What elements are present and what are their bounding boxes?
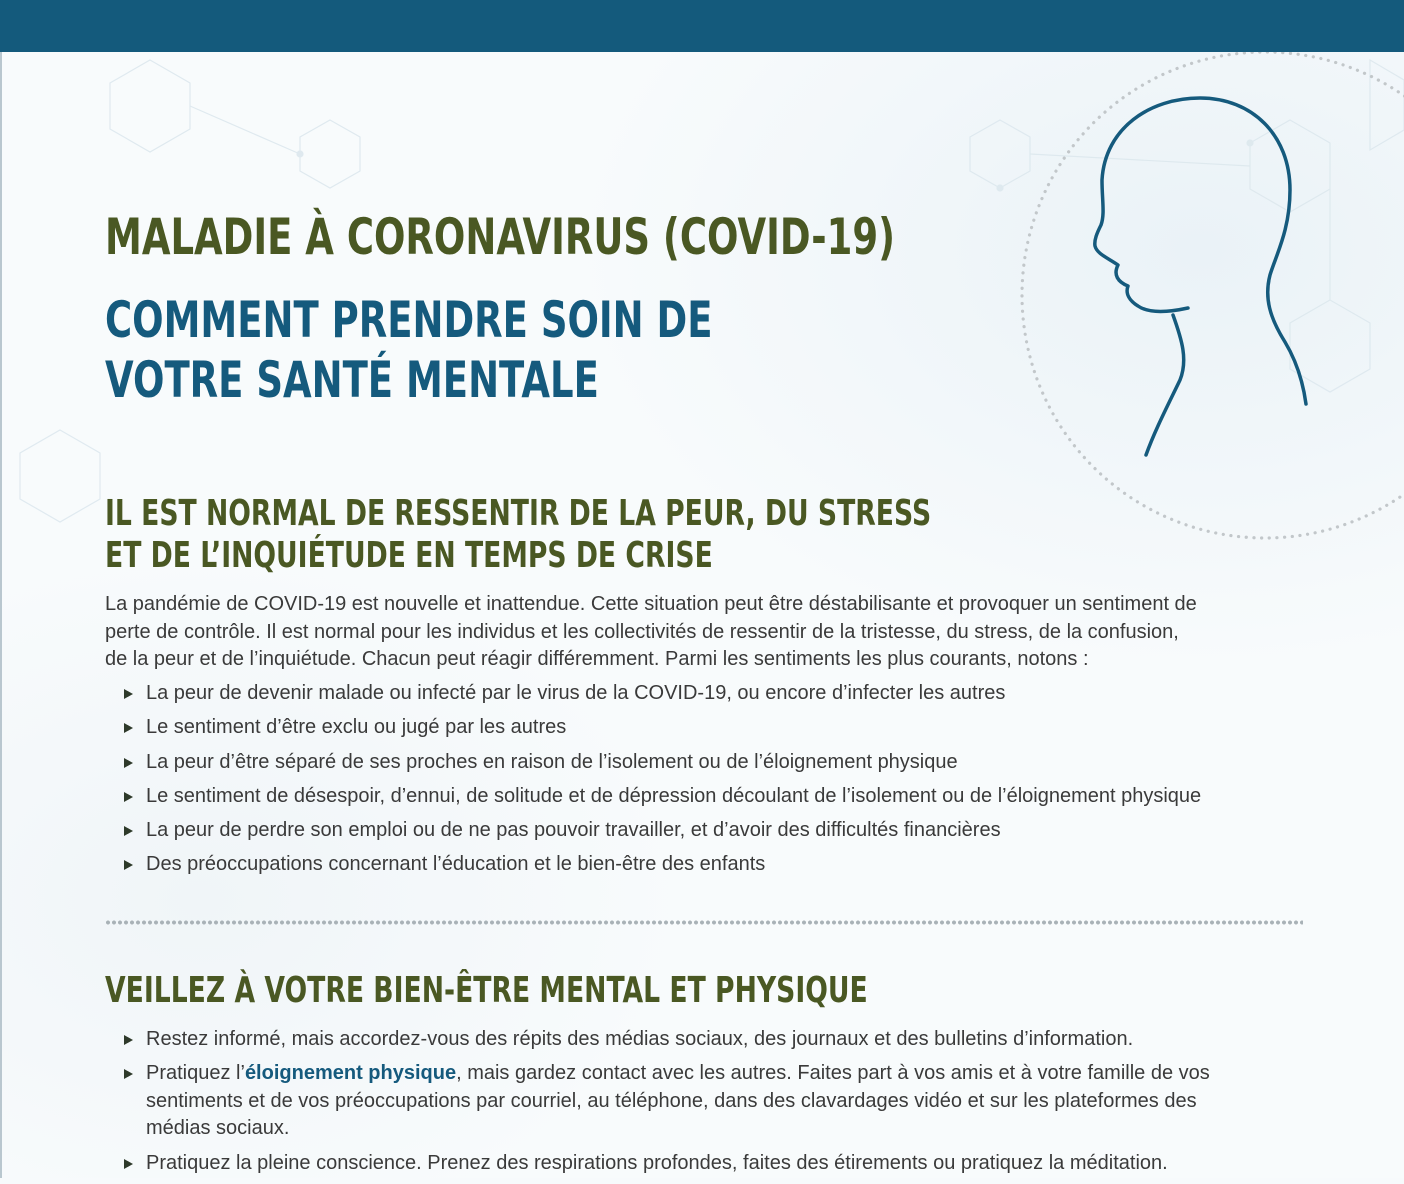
triangle-bullet-icon <box>124 689 133 699</box>
document-subtitle <box>105 290 713 410</box>
list-item: Le sentiment de désespoir, d’ennui, de solitude et de dépression découlant de l’isolement ou de l’éloignement physique <box>105 783 1305 811</box>
list-item: Le sentiment d’être exclu ou jugé par les autres <box>105 714 1305 742</box>
triangle-bullet-icon <box>124 723 133 733</box>
triangle-bullet-icon <box>124 1069 133 1079</box>
section-1-heading <box>105 493 931 577</box>
document-title: MALADIE À CORONAVIRUS (COVID-19) <box>105 208 896 266</box>
list-item-line: Pratiquez l’éloignement physique, mais gardez contact avec les autres. Faites part à vos amis et à votre famille de vos <box>146 1062 1210 1085</box>
top-color-bar <box>0 0 1404 52</box>
list-item: La peur de devenir malade ou infecté par le virus de la COVID-19, ou encore d’infecter les autres <box>105 680 1305 708</box>
intro-line: de la peur et de l’inquiétude. Chacun peut réagir différemment. Parmi les sentiments les plus courants, notons : <box>105 648 1089 670</box>
feelings-list <box>105 680 1305 886</box>
section-1-heading-line-1: IL EST NORMAL DE RESSENTIR DE LA PEUR, DU STRESS <box>105 493 932 534</box>
triangle-bullet-icon <box>124 792 133 802</box>
triangle-bullet-icon <box>124 758 133 768</box>
list-item: Pratiquez la pleine conscience. Prenez des respirations profondes, faites des étirements ou pratiquez la méditation. <box>105 1150 1305 1178</box>
list-item: Restez informé, mais accordez-vous des répits des médias sociaux, des journaux et des bulletins d’information. <box>105 1026 1305 1054</box>
list-item: Des préoccupations concernant l’éducation et le bien-être des enfants <box>105 851 1305 879</box>
list-item: La peur d’être séparé de ses proches en raison de l’isolement ou de l’éloignement physique <box>105 749 1305 777</box>
subtitle-line-2: VOTRE SANTÉ MENTALE <box>105 351 599 409</box>
dotted-divider <box>105 920 1303 925</box>
section-1-intro <box>105 591 1265 674</box>
intro-line: perte de contrôle. Il est normal pour les individus et les collectivités de ressentir de la tristesse, du stress, de la confusion, <box>105 620 1179 643</box>
triangle-bullet-icon <box>124 1035 133 1045</box>
intro-line: La pandémie de COVID-19 est nouvelle et inattendue. Cette situation peut être déstabilisante et provoquer un sentiment de <box>105 593 1197 615</box>
wellbeing-tips-list <box>105 1026 1305 1184</box>
triangle-bullet-icon <box>124 1159 133 1169</box>
list-item: La peur de perdre son emploi ou de ne pas pouvoir travailler, et d’avoir des difficultés financières <box>105 817 1305 845</box>
subtitle-line-1: COMMENT PRENDRE SOIN DE <box>105 291 713 349</box>
left-page-edge <box>0 0 2 1178</box>
section-1-heading-line-2: ET DE L’INQUIÉTUDE EN TEMPS DE CRISE <box>105 535 713 576</box>
physical-distancing-link[interactable]: éloignement physique <box>244 1062 457 1085</box>
list-item: Pratiquez l’éloignement physique, mais gardez contact avec les autres. Faites part à vos amis et à votre famille de vos sentiments et de vos préoccupations par courriel, au téléphone, dans des clavardages vidéo et sur les plateformes des médias sociaux. <box>105 1060 1305 1143</box>
triangle-bullet-icon <box>124 860 133 870</box>
triangle-bullet-icon <box>124 826 133 836</box>
section-2-heading: VEILLEZ À VOTRE BIEN-ÊTRE MENTAL ET PHYSIQUE <box>105 970 868 1011</box>
